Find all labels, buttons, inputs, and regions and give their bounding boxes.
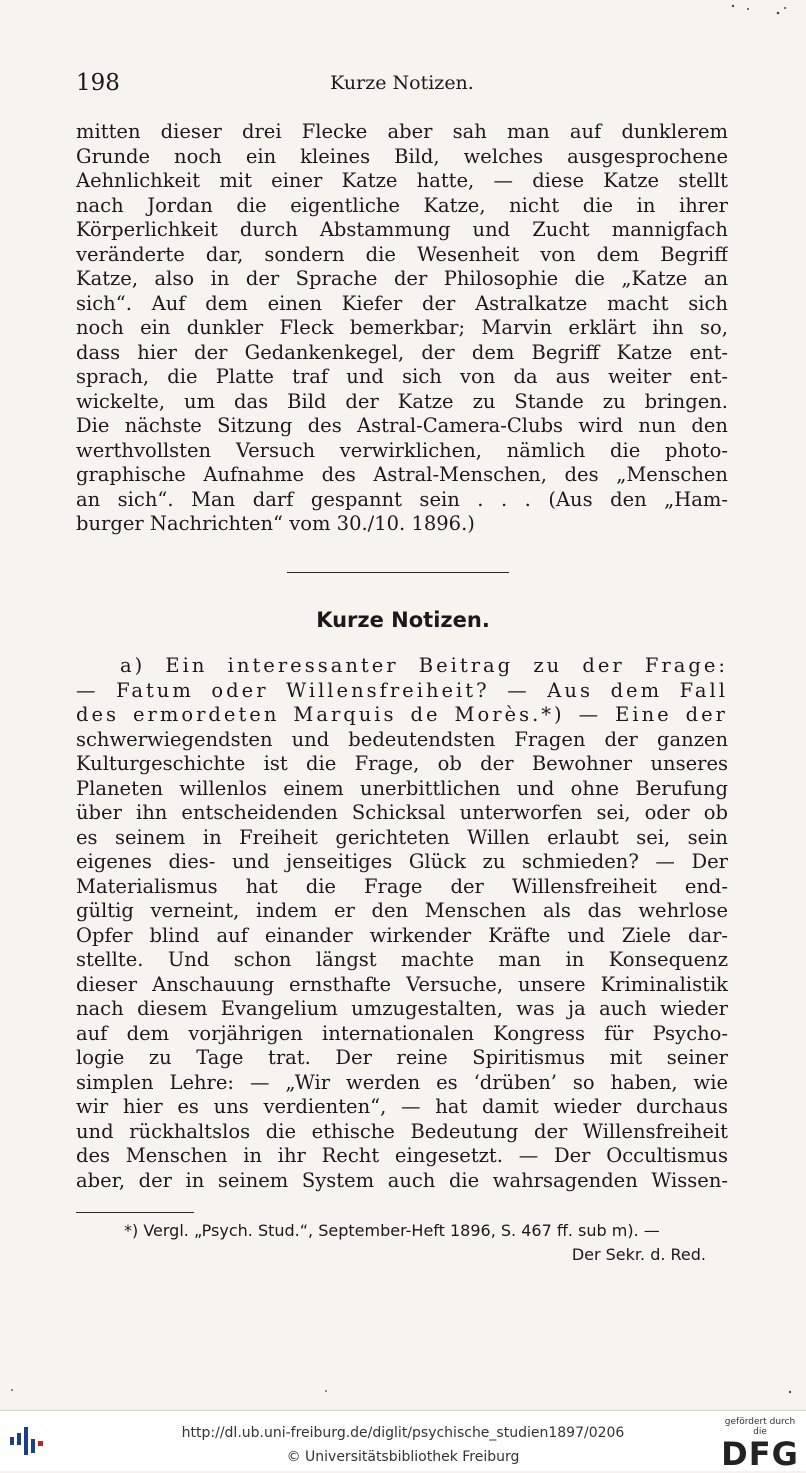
text-line: mitten dieser drei Flecke aber sah man auf dunklerem	[76, 120, 728, 143]
text-line: aber, der in seinem System auch die wahrsagenden Wissen-	[76, 1168, 728, 1192]
text-line: a) Ein interessanter Beitrag zu der Frage:	[120, 654, 728, 677]
text-line: nach diesem Evangelium umzugestalten, was ja auch wieder	[76, 997, 728, 1020]
text-line: Aehnlichkeit mit einer Katze hatte, — diese Katze stellt	[76, 169, 728, 192]
section-body	[76, 654, 728, 1193]
dfg-logo-text: DFG	[721, 1435, 799, 1473]
text-line: wir hier es uns verdienten“, — hat damit wieder durchaus	[76, 1095, 728, 1118]
text-line: eigenes dies- und jenseitiges Glück zu schmieden? — Der	[76, 850, 728, 873]
text-line: des ermordeten Marquis de Morès.*) — Eine der	[76, 703, 728, 726]
page-number: 198	[76, 70, 120, 96]
text-line: Die nächste Sitzung des Astral-Camera-Clubs wird nun den	[76, 414, 728, 437]
text-line: an sich“. Man darf gespannt sein . . . (Aus den „Ham-	[76, 487, 728, 511]
text-line: simplen Lehre: — „Wir werden es ‘drüben’ so haben, wie	[76, 1070, 728, 1094]
text-line: Katze, also in der Sprache der Philosophie die „Katze an	[76, 267, 728, 290]
text-line: stellte. Und schon längst machte man in Konsequenz	[76, 948, 728, 971]
text-line: burger Nachrichten“ vom 30./10. 1896.)	[76, 512, 475, 535]
footnote-signature: Der Sekr. d. Red.	[571, 1245, 706, 1264]
funder-note: gefördert durch die	[724, 1417, 796, 1437]
text-line: Kulturgeschichte ist die Frage, ob der Bewohner unseres	[76, 752, 728, 775]
text-line: sprach, die Platte traf und sich von da aus weiter ent-	[76, 365, 728, 388]
copyright-text: © Universitätsbibliothek Freiburg	[286, 1449, 520, 1465]
text-line: es seinem in Freiheit gerichteten Willen erlaubt sei, sein	[76, 825, 728, 849]
text-line: des Menschen in ihr Recht eingesetzt. — Der Occultismus	[76, 1144, 728, 1167]
text-line: dass hier der Gedankenkegel, der dem Begriff Katze ent-	[76, 340, 728, 364]
text-line: logie zu Tage trat. Der reine Spiritismus mit seiner	[76, 1046, 728, 1069]
text-line: und rückhaltslos die ethische Bedeutung der Willensfreiheit	[76, 1119, 728, 1143]
footnote	[124, 1219, 728, 1267]
text-line: Opfer blind auf einander wirkender Kräfte und Ziele dar-	[76, 923, 728, 947]
text-line: werthvollsten Versuch verwirklichen, nämlich die photo-	[76, 438, 728, 462]
text-line: Körperlichkeit durch Abstammung und Zucht mannigfach	[76, 218, 728, 241]
text-line: noch ein dunkler Fleck bemerkbar; Marvin erklärt ihn so,	[76, 316, 728, 339]
section-divider	[287, 572, 509, 573]
text-line: nach Jordan die eigentliche Katze, nicht die in ihrer	[76, 193, 728, 217]
text-line: auf dem vorjährigen internationalen Kongress für Psycho-	[76, 1021, 728, 1045]
text-line: sich“. Auf dem einen Kiefer der Astralkatze macht sich	[76, 291, 728, 315]
text-line: schwerwiegendsten und bedeutendsten Fragen der ganzen	[76, 727, 728, 751]
text-line: dieser Anschauung ernsthafte Versuche, unsere Kriminalistik	[76, 972, 728, 996]
page-header	[76, 70, 728, 104]
text-line: graphische Aufnahme des Astral-Menschen, des „Menschen	[76, 463, 728, 486]
text-line: gültig verneint, indem er den Menschen als das wehrlose	[76, 899, 728, 922]
text-line: Materialismus hat die Frage der Willensfreiheit end-	[76, 874, 728, 898]
top-paragraph	[76, 120, 728, 537]
source-link[interactable]: http://dl.ub.uni-freiburg.de/diglit/psychische_studien1897/0206	[181, 1425, 625, 1441]
viewer-footer	[0, 1410, 806, 1471]
text-line: Planeten willenlos einem unerbittlichen und ohne Berufung	[76, 776, 728, 800]
footnote-text: *) Vergl. „Psych. Stud.“, September-Heft 1896, S. 467 ff. sub m). —	[124, 1221, 660, 1240]
section-heading: Kurze Notizen.	[316, 608, 490, 632]
running-title: Kurze Notizen.	[330, 72, 474, 94]
text-line: über ihn entscheidenden Schicksal unterworfen sei, oder ob	[76, 801, 728, 824]
footnote-rule	[76, 1212, 194, 1213]
text-line: veränderte dar, sondern die Wesenheit von dem Begriff	[76, 242, 728, 266]
text-line: — Fatum oder Willensfreiheit? — Aus dem Fall	[76, 678, 728, 702]
dfg-logo	[720, 1417, 800, 1473]
text-line: Grunde noch ein kleines Bild, welches ausgesprochene	[76, 144, 728, 168]
text-line: wickelte, um das Bild der Katze zu Stande zu bringen.	[76, 389, 728, 413]
